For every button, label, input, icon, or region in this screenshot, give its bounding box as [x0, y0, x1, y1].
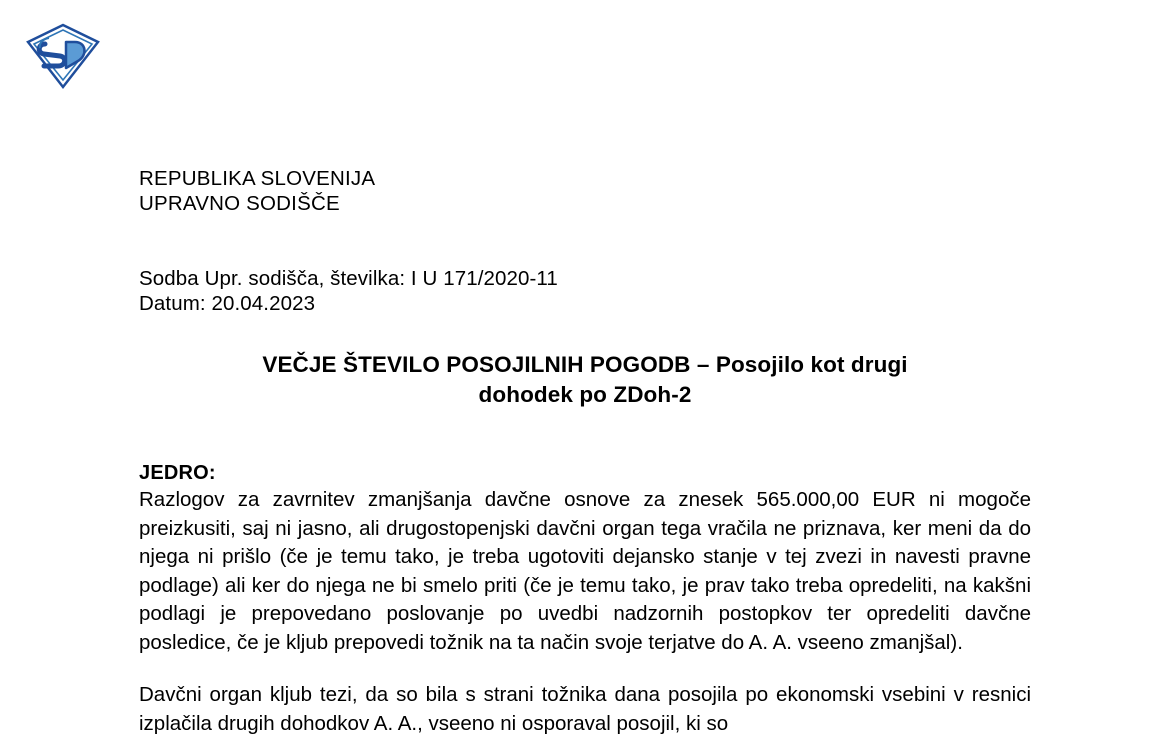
- page-title-line-2: dohodek po ZDoh-2: [478, 382, 692, 407]
- case-number-line: Sodba Upr. sodišča, številka: I U 171/2020-11: [139, 267, 558, 290]
- authority-line-1: REPUBLIKA SLOVENIJA: [139, 167, 376, 190]
- page-title: [139, 350, 1031, 410]
- section-label-jedro: JEDRO:: [139, 462, 216, 484]
- section-paragraph: Davčni organ kljub tezi, da so bila s strani tožnika dana posojila po ekonomski vsebini v resnici izplačila drugih dohodkov A. A., vseeno ni osporaval posojil, ki so: [139, 683, 1031, 735]
- section-paragraph: Razlogov za zavrnitev zmanjšanja davčne osnove za znesek 565.000,00 EUR ni mogoče preizkusiti, saj ni jasno, ali drugostopenjski davčni organ tega vračila ne priznava, ker meni da do njega ni prišlo (če je temu tako, je treba ugotoviti dejansko stanje v tej zvezi in navesti pravne podlage) ali ker do njega ne bi smelo priti (če je temu tako, je prav tako treba opredeliti, na kakšni podlagi je prepovedano poslovanje po uvedbi nadzornih postopkov ter opredeliti davčne posledice, če je kljub prepovedi tožnik na ta način svoje terjatve do A. A. vseeno zmanjšal).: [139, 488, 1031, 654]
- document-meta: [139, 266, 1031, 316]
- document-content: [139, 166, 1031, 738]
- authority-heading: [139, 166, 1031, 216]
- upravno-sodisce-emblem-icon: [22, 22, 104, 90]
- page-title-line-1: VEČJE ŠTEVILO POSOJILNIH POGODB – Posojilo kot drugi: [262, 352, 908, 377]
- authority-line-2: UPRAVNO SODIŠČE: [139, 192, 340, 215]
- document-date-line: Datum: 20.04.2023: [139, 292, 316, 315]
